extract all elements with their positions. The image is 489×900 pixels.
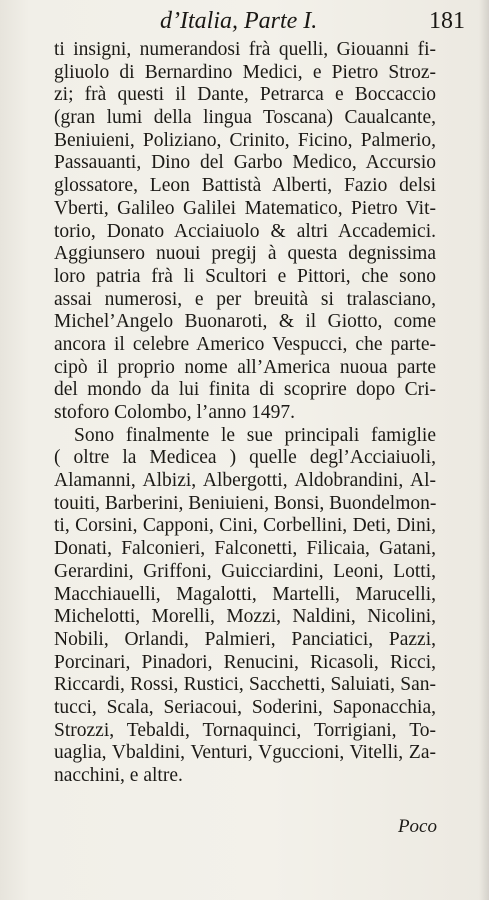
- text-line: nacchini, e altre.: [54, 765, 183, 786]
- text-line: Gerardini, Griffoni, Guicciardini, Leoni, Lotti,: [54, 560, 436, 582]
- text-line: loro patria frà li Scultori e Pittori, che sono: [54, 265, 436, 287]
- text-line: gliuolo di Bernardino Medici, e Pietro Stroz-: [54, 61, 436, 83]
- catchword: Poco: [397, 816, 437, 837]
- text-line: stoforo Colombo, l’anno 1497.: [54, 402, 296, 423]
- text-line: Alamanni, Albizi, Albergotti, Aldobrandini, Al-: [54, 470, 436, 492]
- text-line: zi; frà questi il Dante, Petrarca e Boccaccio: [54, 84, 436, 106]
- text-line: Beniuieni, Poliziano, Crinito, Ficino, Palmerio,: [54, 129, 436, 151]
- text-line: ancora il celebre Americo Vespucci, che parte-: [54, 333, 436, 355]
- text-line: Michelotti, Morelli, Mozzi, Naldini, Nicolini,: [54, 606, 436, 628]
- text-line: torio, Donato Acciaiuolo & altri Accademici.: [54, 220, 436, 242]
- text-line: tucci, Scala, Seriacoui, Soderini, Saponacchia,: [54, 696, 436, 718]
- text-line: Michel’Angelo Buonaroti, & il Giotto, come: [54, 311, 436, 333]
- text-line: ti, Corsini, Capponi, Cini, Corbellini, Deti, Dini,: [54, 515, 436, 537]
- running-title: d’Italia, Parte I.: [160, 8, 318, 34]
- text-line: glossatore, Leon Battistà Alberti, Fazio delsi: [54, 175, 436, 197]
- text-line: touiti, Barberini, Beniuieni, Bonsi, Buondelmon-: [54, 492, 436, 514]
- text-line: Vberti, Galileo Galilei Matematico, Pietro Vit-: [54, 197, 436, 219]
- text-line: uaglia, Vbaldini, Venturi, Vguccioni, Vitelli, Za-: [54, 742, 436, 764]
- text-line: Nobili, Orlandi, Palmieri, Panciatici, Pazzi,: [54, 628, 436, 650]
- text-line: Macchiauelli, Magalotti, Martelli, Marucelli,: [54, 583, 436, 605]
- text-line: Porcinari, Pinadori, Renucini, Ricasoli, Ricci,: [54, 651, 436, 673]
- running-head: [160, 8, 471, 38]
- page-number: 181: [429, 8, 465, 34]
- text-line: del mondo da lui finita di scoprire dopo Cri-: [54, 379, 436, 401]
- text-line: Passauanti, Dino del Garbo Medico, Accursio: [54, 152, 436, 174]
- text-line: Sono finalmente le sue principali famiglie: [74, 424, 436, 446]
- text-line: assai numerosi, e per breuità si tralasciano,: [54, 288, 436, 310]
- text-line: (gran lumi della lingua Toscana) Caualcante,: [54, 107, 436, 129]
- text-line: ( oltre la Medicea ) quelle degl’Acciaiuoli,: [54, 447, 436, 469]
- text-line: Aggiunsero nuoui pregij à questa degnissima: [54, 243, 436, 265]
- text-line: cipò il proprio nome all’America nuoua parte: [54, 356, 436, 378]
- text-line: Donati, Falconieri, Falconetti, Filicaia, Gatani,: [54, 538, 436, 560]
- text-line: ti insigni, numerandosi frà quelli, Giouanni fi-: [54, 39, 436, 60]
- body-text: [54, 39, 436, 788]
- text-line: Riccardi, Rossi, Rustici, Sacchetti, Saluiati, San-: [54, 674, 436, 696]
- text-line: Strozzi, Tebaldi, Tornaquinci, Torrigiani, To-: [54, 719, 436, 741]
